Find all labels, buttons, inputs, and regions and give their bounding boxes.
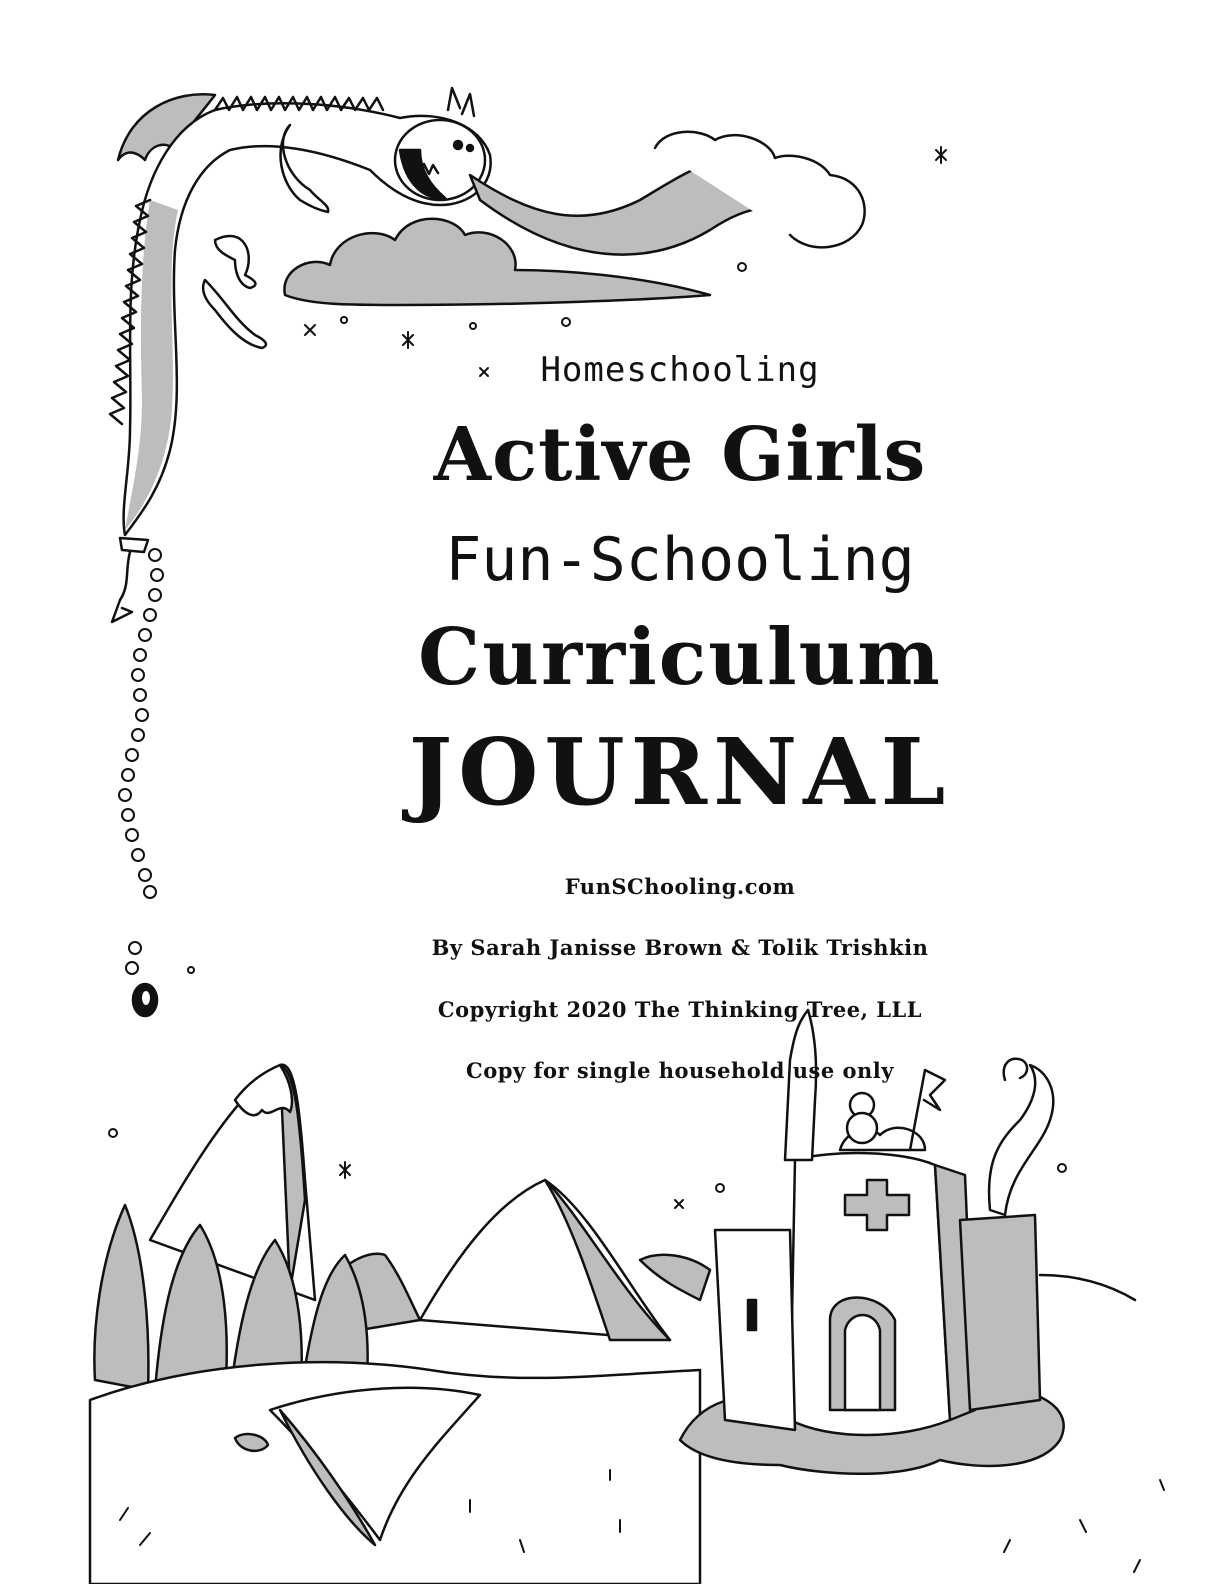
title-line-2: Fun-Schooling	[445, 525, 915, 595]
website-line: FunSChooling.com	[564, 874, 796, 899]
title-line-1: Active Girls	[433, 412, 927, 498]
usage-line: Copy for single household use only	[466, 1058, 894, 1083]
authors-line: By Sarah Janisse Brown & Tolik Trishkin	[431, 935, 929, 960]
title-line-4: JOURNAL	[408, 718, 952, 826]
copyright-line: Copyright 2020 The Thinking Tree, LLL	[437, 997, 923, 1022]
mountains-illustration	[150, 1065, 710, 1340]
fire-breath-illustration	[470, 132, 865, 255]
series-line: Homeschooling	[540, 350, 820, 390]
title-line-3: Curriculum	[418, 612, 942, 703]
